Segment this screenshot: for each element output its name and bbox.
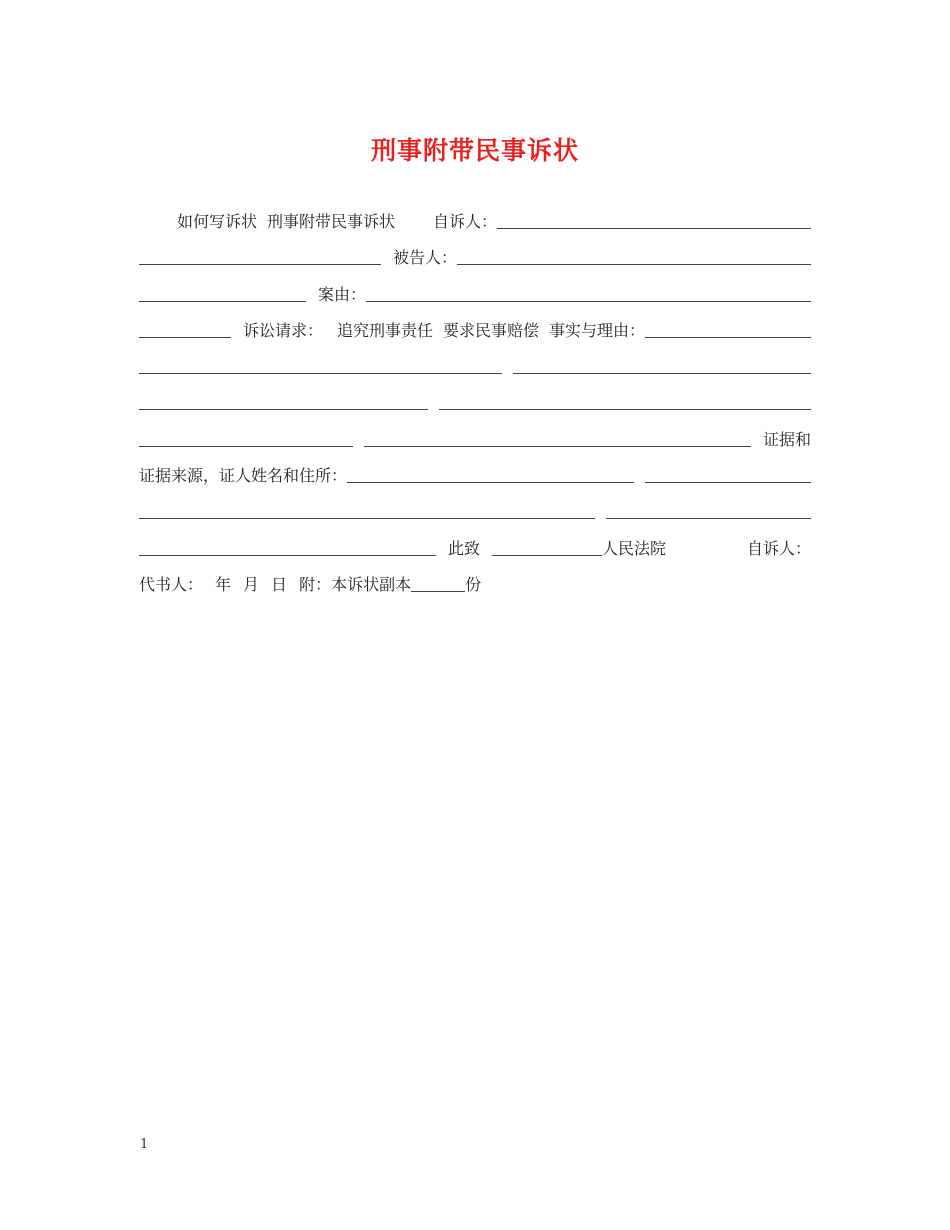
- blank: [139, 446, 353, 447]
- blank: [139, 555, 436, 556]
- blank: [606, 518, 811, 519]
- attachment-label: 附：本诉状副本: [299, 575, 412, 594]
- document-title: 刑事附带民事诉状: [370, 136, 579, 165]
- copies-blank: [411, 591, 465, 592]
- to-label: 此致: [448, 539, 481, 558]
- blank: [139, 264, 381, 265]
- blank: [139, 301, 306, 302]
- subtitle-text: 刑事附带民事诉状: [267, 212, 396, 231]
- signer-plaintiff-label: 自诉人：: [746, 539, 811, 558]
- evidence-label: 证据和: [762, 430, 811, 449]
- claim-label: 诉讼请求：: [243, 321, 324, 340]
- agent-label: 代书人：: [139, 575, 204, 594]
- blank: [139, 337, 231, 338]
- line-defendant: [139, 244, 811, 268]
- line-blank-6: [139, 389, 811, 413]
- blank: [645, 482, 811, 483]
- evidence-source-label: 证据来源，证人姓名和住所：: [139, 466, 348, 485]
- blank: [139, 518, 595, 519]
- plaintiff-blank: [497, 228, 811, 229]
- line-blank-5: [139, 353, 811, 377]
- defendant-blank: [457, 264, 811, 265]
- blank: [513, 373, 811, 374]
- line-blank-9: [139, 498, 811, 522]
- case-label: 案由：: [318, 285, 367, 304]
- blank: [439, 409, 811, 410]
- line-case: [139, 281, 811, 305]
- copies-suffix: 份: [465, 575, 482, 594]
- line-evidence-source: [139, 462, 811, 486]
- line-evidence: [139, 426, 811, 450]
- claim-civil: 要求民事赔偿: [443, 321, 540, 340]
- day-label: 日: [271, 575, 288, 594]
- plaintiff-label: 自诉人：: [433, 212, 498, 231]
- court-suffix: 人民法院: [602, 539, 667, 558]
- blank: [364, 446, 751, 447]
- blank: [347, 482, 634, 483]
- case-blank: [366, 301, 811, 302]
- blank: [139, 373, 502, 374]
- line-salutation: [139, 535, 811, 559]
- month-label: 月: [243, 575, 260, 594]
- intro-text: 如何写诉状: [177, 212, 258, 231]
- blank: [139, 409, 428, 410]
- line-signature: [139, 571, 811, 595]
- defendant-label: 被告人：: [393, 248, 458, 267]
- court-blank: [492, 555, 602, 556]
- facts-blank: [645, 337, 811, 338]
- line-plaintiff: [139, 208, 811, 232]
- claim-criminal: 追究刑事责任: [337, 321, 434, 340]
- facts-label: 事实与理由：: [549, 321, 646, 340]
- year-label: 年: [215, 575, 232, 594]
- page-number: 1: [140, 1137, 149, 1152]
- line-claims: [139, 317, 811, 341]
